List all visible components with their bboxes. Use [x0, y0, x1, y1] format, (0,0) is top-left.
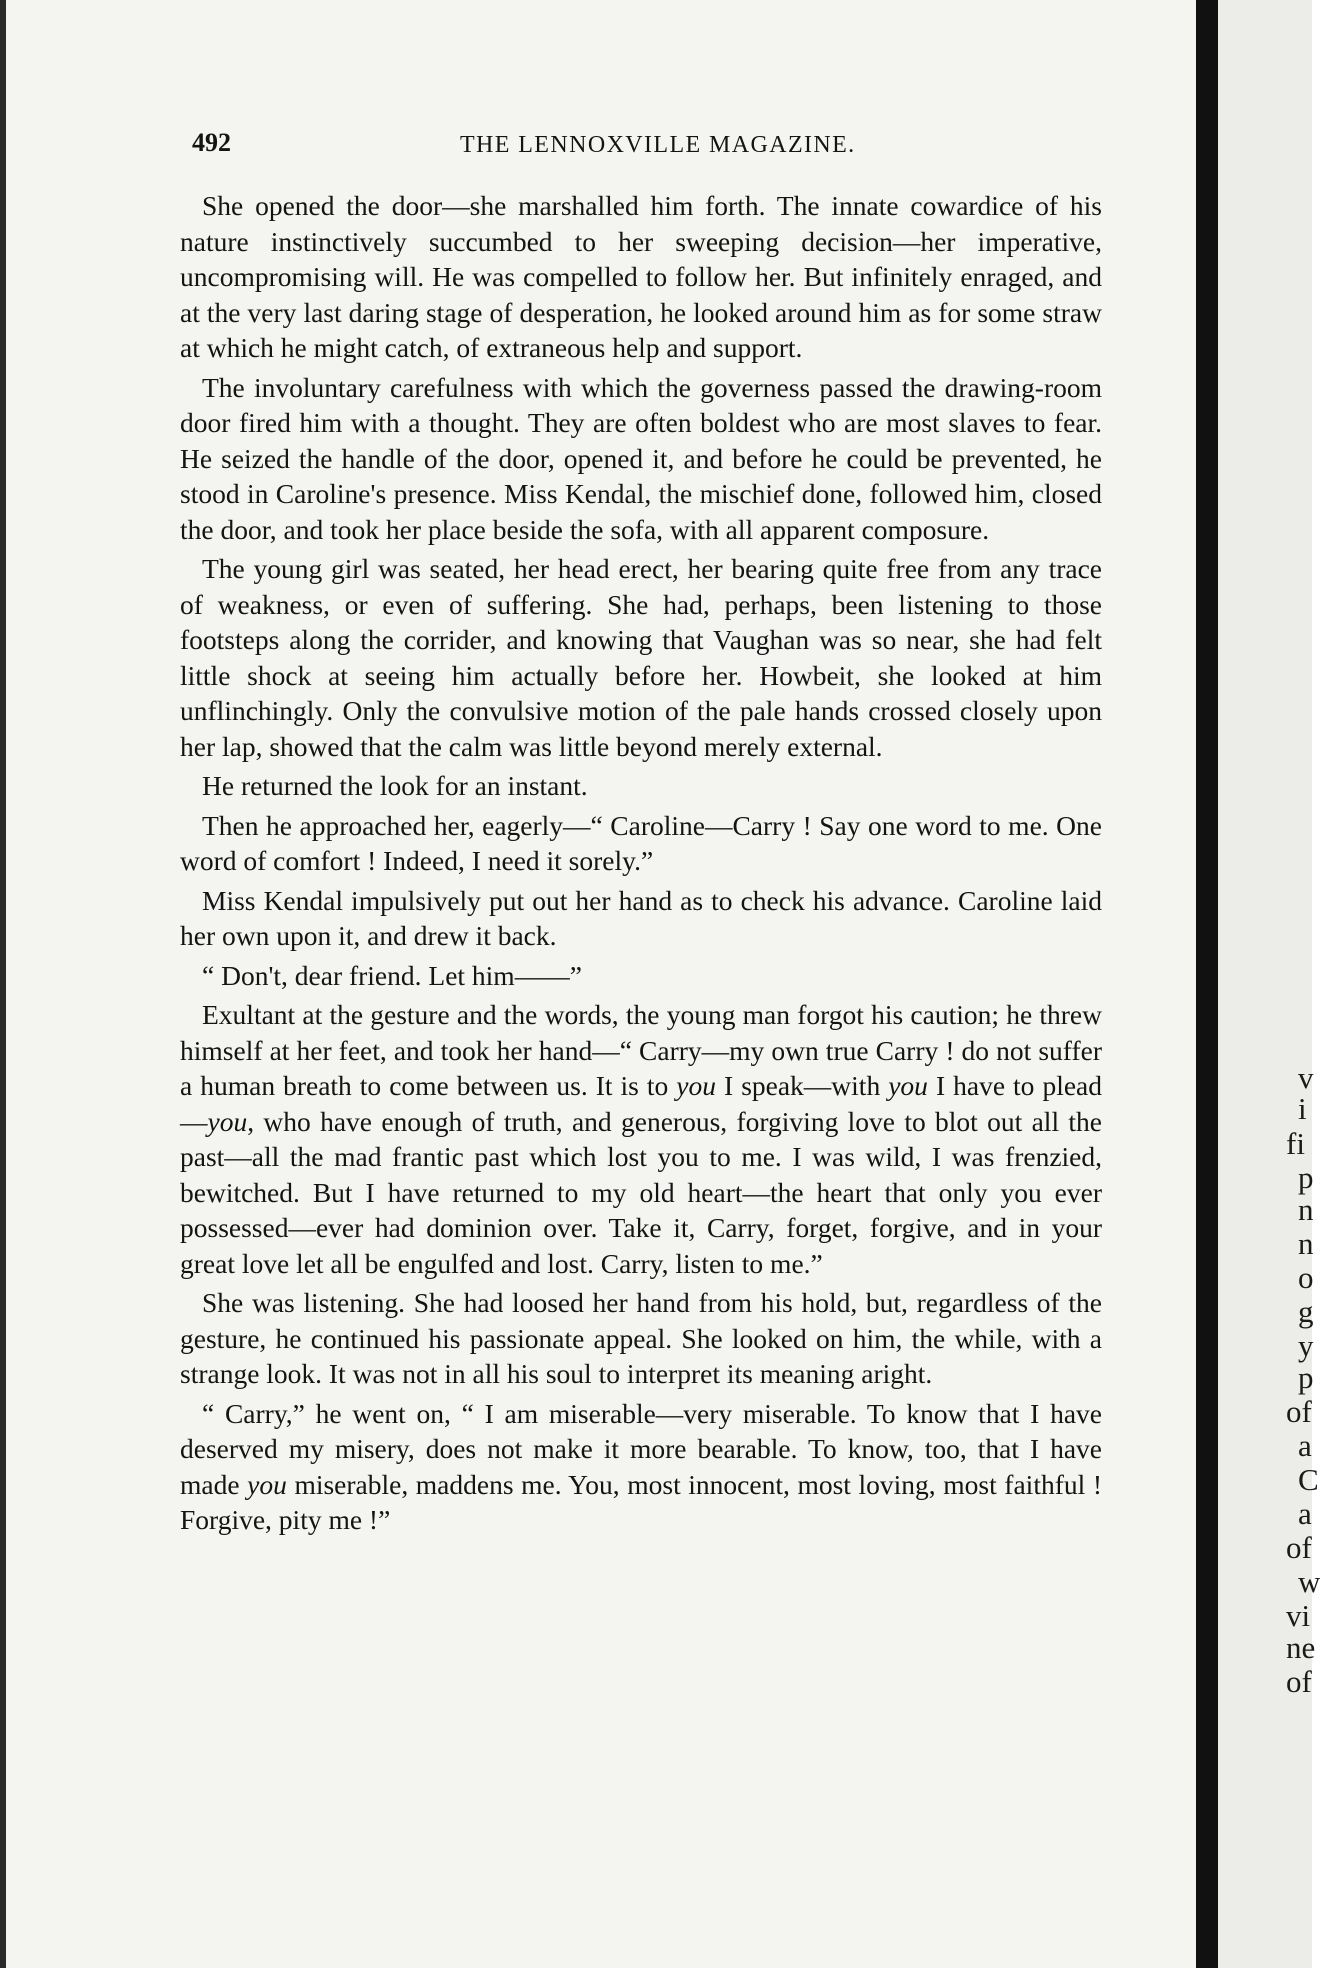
adjacent-page-letter: of — [1286, 1664, 1312, 1699]
text-run: , who have enough of truth, and generous, forgiving love to blot out all the past—all the mad frantic past which lost you to me. I was wild, I was frenzied, bewitched. But I have returned to my old heart—the heart that only you ever possessed—ever had dominion over. Take it, Carry, forget, forgive, and in your great love let all be engulfed and lost. Carry, listen to me.” — [180, 1105, 1102, 1279]
adjacent-page-letter: g — [1298, 1294, 1314, 1329]
running-header — [180, 128, 1102, 172]
book-page — [180, 128, 1102, 1538]
paragraph — [180, 768, 1102, 804]
book-gutter — [1196, 0, 1218, 1968]
paragraph — [180, 997, 1102, 1281]
adjacent-page-letter: C — [1298, 1462, 1319, 1497]
adjacent-page-letter: y — [1298, 1328, 1314, 1363]
paragraph — [180, 370, 1102, 548]
emphasis-text: you — [888, 1070, 928, 1101]
adjacent-page-letter: v — [1298, 1060, 1314, 1095]
adjacent-page-letter: w — [1298, 1564, 1320, 1599]
text-run: miserable, maddens me. You, most innocent, most loving, most faithful ! Forgive, pity me !” — [180, 1468, 1102, 1535]
text-run: Then he approached her, eagerly—“ Caroline—Carry ! Say one word to me. One word of comfort ! Indeed, I need it sorely.” — [180, 809, 1102, 876]
magazine-title: THE LENNOXVILLE MAGAZINE. — [460, 132, 856, 158]
text-run: Exultant at the gesture and the words, the young man forgot his caution; he threw himself at her feet, and took her hand—“ Carry—my own true Carry ! do not suffer a human breath to come between us. It is to — [180, 999, 1102, 1101]
text-run: I speak—with — [716, 1070, 889, 1101]
paragraph — [180, 551, 1102, 764]
text-run: The involuntary carefulness with which the governess passed the drawing-room door fired him with a thought. They are often boldest who are most slaves to fear. He seized the handle of the door, opened it, and before he could be prevented, he stood in Caroline's presence. Miss Kendal, the mischief done, followed him, closed the door, and took her place beside the sofa, with all apparent composure. — [180, 371, 1102, 545]
adjacent-page-letter: p — [1298, 1160, 1314, 1195]
text-run: Miss Kendal impulsively put out her hand as to check his advance. Caroline laid her own upon it, and drew it back. — [180, 884, 1102, 951]
adjacent-page-letter: o — [1298, 1260, 1314, 1295]
adjacent-page-letter: ne — [1286, 1630, 1316, 1665]
text-run: I have to plead— — [180, 1070, 1102, 1137]
adjacent-page-letter: n — [1298, 1226, 1314, 1261]
emphasis-text: you — [247, 1468, 287, 1500]
adjacent-page-letter: n — [1298, 1192, 1314, 1227]
adjacent-page-edge — [1218, 0, 1320, 1968]
paragraph — [180, 1285, 1102, 1392]
paragraph — [180, 883, 1102, 954]
adjacent-page-letter: a — [1298, 1428, 1312, 1463]
text-run: “ Don't, dear friend. Let him——” — [202, 959, 582, 991]
paragraph — [180, 958, 1102, 994]
adjacent-page-letter: of — [1286, 1394, 1312, 1429]
emphasis-text: you — [207, 1105, 248, 1137]
page-number: 492 — [192, 128, 231, 157]
text-run: She opened the door—she marshalled him forth. The innate cowardice of his nature instinctively succumbed to her sweeping decision—her imperative, uncompromising will. He was compelled to follow her. But infinitely enraged, and at the very last daring stage of desperation, he looked around him as for some straw at which he might catch, of extraneous help and support. — [180, 190, 1102, 363]
paragraph — [180, 808, 1102, 879]
adjacent-page-letter: vi — [1286, 1598, 1311, 1633]
text-run: He returned the look for an instant. — [202, 770, 588, 801]
text-run: She was listening. She had loosed her hand from his hold, but, regardless of the gesture, he continued his passionate appeal. She looked on him, the while, with a strange look. It was not in all his soul to interpret its meaning aright. — [180, 1287, 1102, 1389]
paragraph — [180, 188, 1102, 366]
text-run: The young girl was seated, her head erect, her bearing quite free from any trace of weakness, or even of suffering. She had, perhaps, been listening to those footsteps along the corrider, and knowing that Vaughan was so near, she had felt little shock at seeing him actually before her. Howbeit, she looked at him unflinchingly. Only the convulsive motion of the pale hands crossed closely upon her lap, showed that the calm was little beyond merely external. — [180, 553, 1102, 762]
adjacent-page-letter: fi — [1286, 1126, 1305, 1161]
emphasis-text: you — [676, 1070, 717, 1101]
left-page-edge — [0, 0, 6, 1968]
adjacent-page-letter: p — [1298, 1360, 1314, 1395]
paragraph — [180, 1396, 1102, 1538]
body-text — [180, 188, 1102, 1538]
adjacent-page-letter: i — [1298, 1091, 1307, 1126]
adjacent-page-letter: a — [1298, 1496, 1312, 1531]
text-run: “ Carry,” he went on, “ I am miserable—very miserable. To know that I have deserved my misery, does not make it more bearable. To know, too, that I have made — [180, 1397, 1102, 1500]
adjacent-page-letter: of — [1286, 1530, 1312, 1565]
